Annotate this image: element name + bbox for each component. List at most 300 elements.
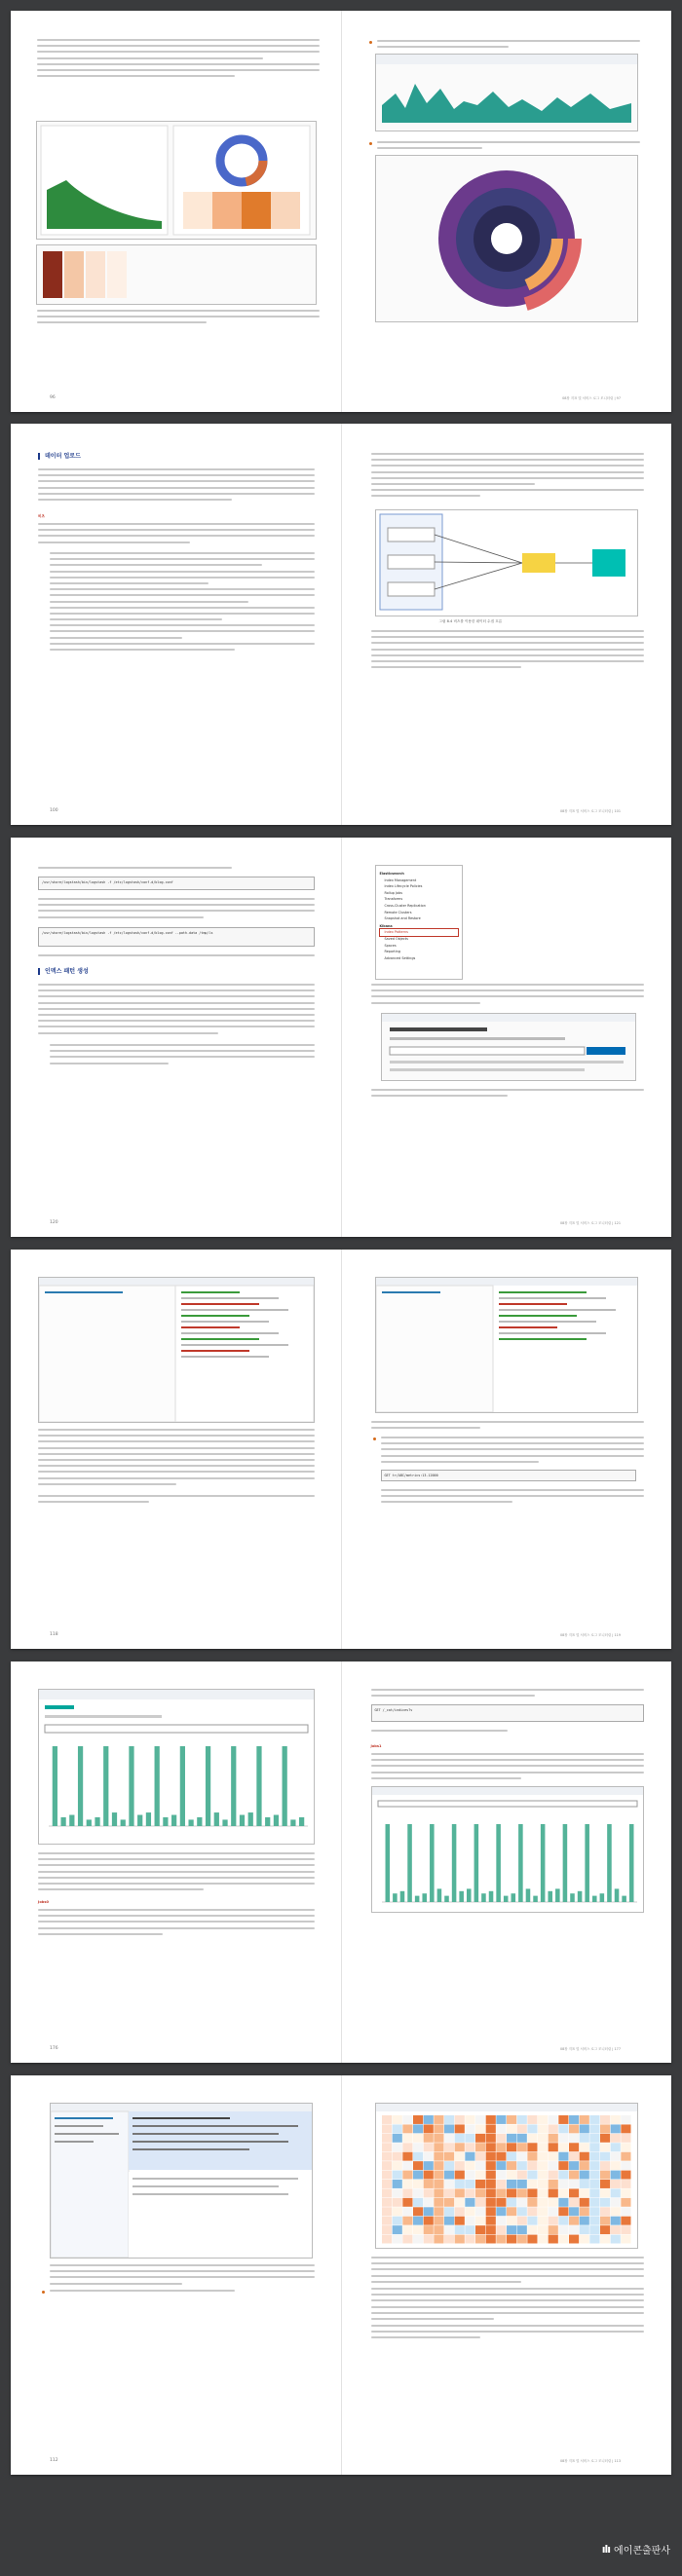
heatmap-cell [434, 2207, 443, 2216]
heatmap-cell [558, 2217, 568, 2225]
right-page [342, 1250, 672, 1649]
histogram-bar [591, 1896, 596, 1902]
heatmap-cell [610, 2235, 620, 2244]
histogram-bar [533, 1896, 538, 1902]
heatmap-cell [402, 2225, 412, 2234]
menu-item[interactable]: Kibana [379, 923, 393, 928]
paragraph [38, 523, 315, 547]
heatmap-cell [548, 2207, 557, 2216]
heatmap-cell [465, 2180, 474, 2188]
heatmap-cell [434, 2225, 443, 2234]
menu-item[interactable]: Saved Objects [384, 936, 408, 941]
heatmap-cell [496, 2143, 506, 2151]
heatmap-cell [392, 2143, 401, 2151]
heatmap-cell [527, 2171, 537, 2180]
heatmap-cell [558, 2161, 568, 2170]
menu-item[interactable]: Reporting [384, 950, 400, 954]
histogram-bar [555, 1888, 560, 1902]
heatmap-cell [548, 2235, 557, 2244]
heatmap-cell [516, 2225, 526, 2234]
heatmap-cell [465, 2152, 474, 2161]
heatmap-cell [621, 2198, 630, 2207]
heatmap-cell [402, 2171, 412, 2180]
bullet-icon [42, 2291, 45, 2294]
heatmap-cell [589, 2134, 599, 2143]
heatmap-cell [600, 2217, 610, 2225]
menu-item[interactable]: Elasticsearch [379, 872, 404, 876]
heatmap-cell [507, 2217, 516, 2225]
heatmap-cell [392, 2134, 401, 2143]
heatmap-cell [434, 2198, 443, 2207]
heatmap-cell [402, 2143, 412, 2151]
histogram-bar [231, 1746, 236, 1826]
heatmap-cell [569, 2115, 579, 2124]
histogram-bar [248, 1812, 253, 1826]
heatmap-cell [465, 2124, 474, 2133]
histogram-bar [163, 1817, 168, 1826]
heatmap-cell [485, 2171, 495, 2180]
heatmap-cell [402, 2152, 412, 2161]
heatmap-cell [569, 2235, 579, 2244]
heatmap-cell [548, 2180, 557, 2188]
heatmap-cell [579, 2198, 588, 2207]
heatmap-cell [507, 2188, 516, 2197]
menu-item[interactable]: Index Management [384, 877, 417, 882]
heatmap-cell [485, 2225, 495, 2234]
devtools-screenshot [38, 1277, 315, 1423]
dashboard-visuals [37, 122, 316, 239]
running-head: 08장 지표 및 서비스 로그 모니터링 | 177 [559, 2047, 621, 2051]
heatmap-cell [558, 2152, 568, 2161]
heatmap-cell [558, 2235, 568, 2244]
page-number: 112 [50, 2458, 58, 2463]
histogram-bar [628, 1824, 633, 1902]
heatmap-cell [496, 2134, 506, 2143]
book-spread-1 [11, 11, 671, 412]
code-block: /usr/share/logstash/bin/logstash -f /etc/logstash/conf.d/blog.conf [38, 877, 315, 890]
heatmap-cell [413, 2225, 423, 2234]
histogram-bar [399, 1891, 404, 1902]
heatmap-cell [538, 2207, 548, 2216]
brand-mark: ılı [601, 2543, 611, 2556]
menu-item[interactable]: Transforms [384, 897, 403, 902]
heatmap-cell [621, 2124, 630, 2133]
heatmap-cell [475, 2235, 485, 2244]
heatmap-cell [392, 2124, 401, 2133]
bullet-icon [369, 41, 372, 44]
paragraph [37, 39, 320, 81]
histogram-bar [155, 1746, 160, 1826]
paragraph [371, 2325, 644, 2343]
heatmap-cell [569, 2225, 579, 2234]
heatmap-cell [454, 2180, 464, 2188]
menu-item[interactable]: Index Patterns [380, 929, 458, 936]
heatmap-cell [465, 2198, 474, 2207]
heatmap-cell [392, 2207, 401, 2216]
histogram-bar [622, 1896, 626, 1902]
bullet-icon [369, 142, 372, 145]
heatmap-cell [382, 2152, 392, 2161]
heatmap-cell [527, 2207, 537, 2216]
menu-item[interactable]: Spaces [384, 943, 397, 948]
paragraph [377, 141, 640, 153]
heatmap-cell [558, 2180, 568, 2188]
heatmap-cell [392, 2115, 401, 2124]
heatmap-cell [444, 2143, 454, 2151]
heatmap-cell [496, 2225, 506, 2234]
heatmap-cell [402, 2235, 412, 2244]
heatmap-cell [548, 2225, 557, 2234]
histogram-chart [372, 1787, 643, 1912]
menu-item[interactable]: Rollup Jobs [384, 890, 403, 895]
heatmap-cell [402, 2188, 412, 2197]
histogram-bar [129, 1746, 133, 1826]
heatmap-cell [548, 2134, 557, 2143]
histogram-bar [299, 1817, 304, 1826]
code-block: GET tr/ABC/metrics:13.12000 [381, 1470, 636, 1481]
heatmap-cell [579, 2143, 588, 2151]
heatmap-cell [527, 2115, 537, 2124]
heatmap-cell [382, 2188, 392, 2197]
heatmap-cell [610, 2198, 620, 2207]
heatmap-cell [558, 2171, 568, 2180]
left-page [11, 1250, 342, 1649]
heatmap-cell [423, 2207, 433, 2216]
menu-item[interactable]: Advanced Settings [384, 955, 416, 960]
heatmap-cell [569, 2143, 579, 2151]
right-page [342, 2075, 672, 2475]
heatmap-cell [454, 2198, 464, 2207]
heatmap-cell [579, 2152, 588, 2161]
heatmap-cell [527, 2188, 537, 2197]
histogram-bar [95, 1817, 99, 1826]
heatmap-cell [392, 2171, 401, 2180]
heatmap-cell [423, 2143, 433, 2151]
heatmap-cell [538, 2180, 548, 2188]
heatmap-cell [413, 2188, 423, 2197]
histogram-bar [60, 1817, 65, 1826]
histogram-bar [459, 1891, 464, 1902]
heatmap-cell [516, 2115, 526, 2124]
heatmap-cell [569, 2188, 579, 2197]
sunburst-chart [376, 156, 637, 321]
histogram-bar [240, 1815, 245, 1826]
heatmap-cell [600, 2207, 610, 2216]
heatmap-cell [548, 2143, 557, 2151]
histogram-bar [222, 1819, 227, 1826]
heatmap-cell [621, 2134, 630, 2143]
numbered-step [371, 984, 644, 1008]
brand-name: 에이콘출판사 [614, 2546, 670, 2557]
heatmap-cell [600, 2225, 610, 2234]
figure-caption: 그림 8.4 비츠를 이용한 데이터 수집 흐름 [438, 619, 503, 623]
heatmap-cell [610, 2180, 620, 2188]
heatmap-cell [413, 2171, 423, 2180]
heatmap-cell [382, 2198, 392, 2207]
heatmap-cell [485, 2134, 495, 2143]
code-editor-view [39, 1278, 314, 1422]
kibana-dashboard-screenshot [36, 121, 317, 240]
heatmap-cell [621, 2180, 630, 2188]
histogram-bar [407, 1824, 412, 1902]
heatmap-cell [444, 2152, 454, 2161]
histogram-bar [585, 1824, 589, 1902]
page-number: 100 [50, 808, 58, 813]
page-number: 176 [50, 2046, 58, 2051]
beats-flow-diagram [375, 509, 638, 616]
heatmap-cell [402, 2134, 412, 2143]
heatmap-cell [465, 2207, 474, 2216]
heatmap-cell [454, 2217, 464, 2225]
paragraph [38, 468, 315, 504]
paragraph [38, 984, 315, 1038]
heatmap-cell [413, 2152, 423, 2161]
heatmap-cell [507, 2198, 516, 2207]
heatmap-cell [423, 2134, 433, 2143]
heatmap-cell [485, 2161, 495, 2170]
histogram-bar [256, 1746, 261, 1826]
histogram-bar [146, 1812, 151, 1826]
heatmap-cell [600, 2180, 610, 2188]
heatmap-cell [569, 2124, 579, 2133]
histogram-bar [488, 1891, 493, 1902]
heatmap-cells [37, 245, 316, 304]
heatmap-cell [496, 2124, 506, 2133]
menu-item[interactable]: Cross-Cluster Replication [384, 903, 426, 908]
heatmap-cell [538, 2188, 548, 2197]
heatmap-cell [548, 2188, 557, 2197]
heatmap-cell [610, 2115, 620, 2124]
heatmap-cell [496, 2198, 506, 2207]
histogram-bar [197, 1817, 202, 1826]
heatmap-cell [579, 2207, 588, 2216]
running-head: 08장 지표 및 서비스 로그 모니터링 | 97 [562, 396, 621, 400]
heatmap-cell [413, 2198, 423, 2207]
heatmap-cell [485, 2152, 495, 2161]
heatmap-table-screenshot [375, 2103, 638, 2249]
heatmap-cell [402, 2207, 412, 2216]
heatmap-cell [600, 2161, 610, 2170]
heatmap-cell [600, 2152, 610, 2161]
heatmap-cell [496, 2207, 506, 2216]
book-spread-5 [11, 1661, 671, 2063]
heatmap-cell [579, 2171, 588, 2180]
left-page [11, 424, 342, 825]
heatmap-grid [376, 2104, 637, 2248]
heatmap-cell [413, 2235, 423, 2244]
heatmap-cell [589, 2115, 599, 2124]
histogram-bar [496, 1824, 501, 1902]
heatmap-cell [444, 2198, 454, 2207]
heatmap-cell [465, 2171, 474, 2180]
heatmap-cell [558, 2198, 568, 2207]
left-page [11, 1661, 342, 2063]
histogram-bar [503, 1896, 508, 1902]
heatmap-cell [538, 2134, 548, 2143]
heatmap-cell [475, 2161, 485, 2170]
heatmap-cell [382, 2235, 392, 2244]
heatmap-cell [382, 2124, 392, 2133]
heatmap-cell [485, 2188, 495, 2197]
heatmap-cell [516, 2235, 526, 2244]
heatmap-cell [496, 2161, 506, 2170]
heatmap-cell [444, 2217, 454, 2225]
heatmap-cell [558, 2225, 568, 2234]
book-spread-3 [11, 838, 671, 1237]
histogram-bar [444, 1896, 449, 1902]
heatmap-cell [516, 2161, 526, 2170]
heatmap-cell [527, 2235, 537, 2244]
heatmap-cell [507, 2152, 516, 2161]
heatmap-cell [454, 2235, 464, 2244]
left-page [11, 2075, 342, 2475]
left-page [11, 11, 342, 412]
heatmap-cell [382, 2217, 392, 2225]
timeseries-chart [376, 55, 637, 131]
heatmap-cell [465, 2188, 474, 2197]
heatmap-cell [569, 2134, 579, 2143]
heatmap-cell [475, 2217, 485, 2225]
book-spread-2 [11, 424, 671, 825]
heatmap-cell [454, 2143, 464, 2151]
histogram-bar [599, 1893, 604, 1902]
heatmap-cell [538, 2235, 548, 2244]
right-page [342, 838, 672, 1237]
heatmap-cell [465, 2217, 474, 2225]
heatmap-cell [496, 2171, 506, 2180]
histogram-bar [525, 1888, 530, 1902]
response-view [376, 1278, 637, 1412]
menu-item[interactable]: Snapshot and Restore [384, 916, 421, 921]
heatmap-cell [589, 2225, 599, 2234]
heatmap-cell [434, 2235, 443, 2244]
heatmap-cell [569, 2217, 579, 2225]
heatmap-cell [413, 2115, 423, 2124]
heatmap-cell [621, 2152, 630, 2161]
heatmap-cell [507, 2225, 516, 2234]
network-panel [51, 2104, 312, 2258]
page-number: 96 [50, 395, 56, 400]
histogram-bar [290, 1819, 295, 1826]
heatmap-cell [434, 2115, 443, 2124]
heatmap-cell [434, 2134, 443, 2143]
heatmap-cell [569, 2161, 579, 2170]
paragraph [371, 1753, 644, 1783]
heatmap-cell [538, 2171, 548, 2180]
heatmap-cell [558, 2115, 568, 2124]
heatmap-cell [402, 2180, 412, 2188]
heatmap-cell [382, 2161, 392, 2170]
histogram-bar [283, 1746, 287, 1826]
heatmap-cell [610, 2207, 620, 2216]
heatmap-cell [507, 2134, 516, 2143]
paragraph [371, 1421, 644, 1433]
heatmap-cell [610, 2134, 620, 2143]
heatmap-cell [610, 2171, 620, 2180]
heatmap-cell [392, 2225, 401, 2234]
heatmap-cell [423, 2225, 433, 2234]
heatmap-cell [485, 2207, 495, 2216]
heatmap-cell [610, 2188, 620, 2197]
heatmap-cell [527, 2217, 537, 2225]
heatmap-cell [538, 2115, 548, 2124]
heatmap-cell [507, 2235, 516, 2244]
heatmap-cell [465, 2161, 474, 2170]
heatmap-cell [589, 2207, 599, 2216]
timeseries-screenshot [375, 54, 638, 131]
heatmap-cell [589, 2217, 599, 2225]
heatmap-cell [579, 2115, 588, 2124]
menu-item[interactable]: Index Lifecycle Policies [384, 884, 423, 889]
histogram-bar [385, 1824, 390, 1902]
heatmap-cell [569, 2207, 579, 2216]
heatmap-cell [413, 2143, 423, 2151]
heatmap-cell [382, 2180, 392, 2188]
heatmap-cell [621, 2217, 630, 2225]
heatmap-cell [382, 2207, 392, 2216]
heatmap-screenshot [36, 244, 317, 305]
sub-label: 비츠 [38, 514, 45, 518]
paragraph [371, 1689, 644, 1700]
heatmap-cell [465, 2115, 474, 2124]
menu-item[interactable]: Remote Clusters [384, 910, 412, 915]
heatmap-cell [392, 2161, 401, 2170]
heatmap-cell [402, 2217, 412, 2225]
heatmap-cell [434, 2143, 443, 2151]
heatmap-cell [600, 2188, 610, 2197]
sub-label: Jobs1 [370, 1744, 382, 1748]
heatmap-cell [444, 2180, 454, 2188]
histogram-bar [414, 1896, 419, 1902]
heatmap-cell [548, 2198, 557, 2207]
heatmap-cell [600, 2171, 610, 2180]
heatmap-cell [516, 2124, 526, 2133]
heatmap-cell [516, 2188, 526, 2197]
heatmap-cell [621, 2235, 630, 2244]
histogram-bar [393, 1893, 398, 1902]
heatmap-cell [496, 2188, 506, 2197]
paragraph [381, 1489, 644, 1508]
heatmap-cell [475, 2225, 485, 2234]
heatmap-cell [485, 2180, 495, 2188]
right-page [342, 1661, 672, 2063]
heatmap-cell [423, 2188, 433, 2197]
heatmap-cell [423, 2171, 433, 2180]
heatmap-cell [454, 2115, 464, 2124]
histogram-bar [548, 1891, 552, 1902]
publisher-brand [602, 2542, 670, 2557]
paragraph [50, 2290, 315, 2296]
heatmap-cell [423, 2115, 433, 2124]
heatmap-cell [434, 2188, 443, 2197]
heatmap-cell [465, 2225, 474, 2234]
histogram-bar [121, 1819, 126, 1826]
heatmap-cell [475, 2115, 485, 2124]
histogram-bar [422, 1893, 427, 1902]
histogram-bar [466, 1888, 471, 1902]
heatmap-cell [621, 2161, 630, 2170]
heatmap-cell [413, 2217, 423, 2225]
heatmap-cell [558, 2134, 568, 2143]
heatmap-cell [610, 2225, 620, 2234]
heatmap-cell [527, 2161, 537, 2170]
heatmap-cell [444, 2171, 454, 2180]
histogram-bar [577, 1891, 582, 1902]
heatmap-cell [538, 2161, 548, 2170]
right-page [342, 424, 672, 825]
heatmap-cell [548, 2124, 557, 2133]
heatmap-cell [485, 2235, 495, 2244]
